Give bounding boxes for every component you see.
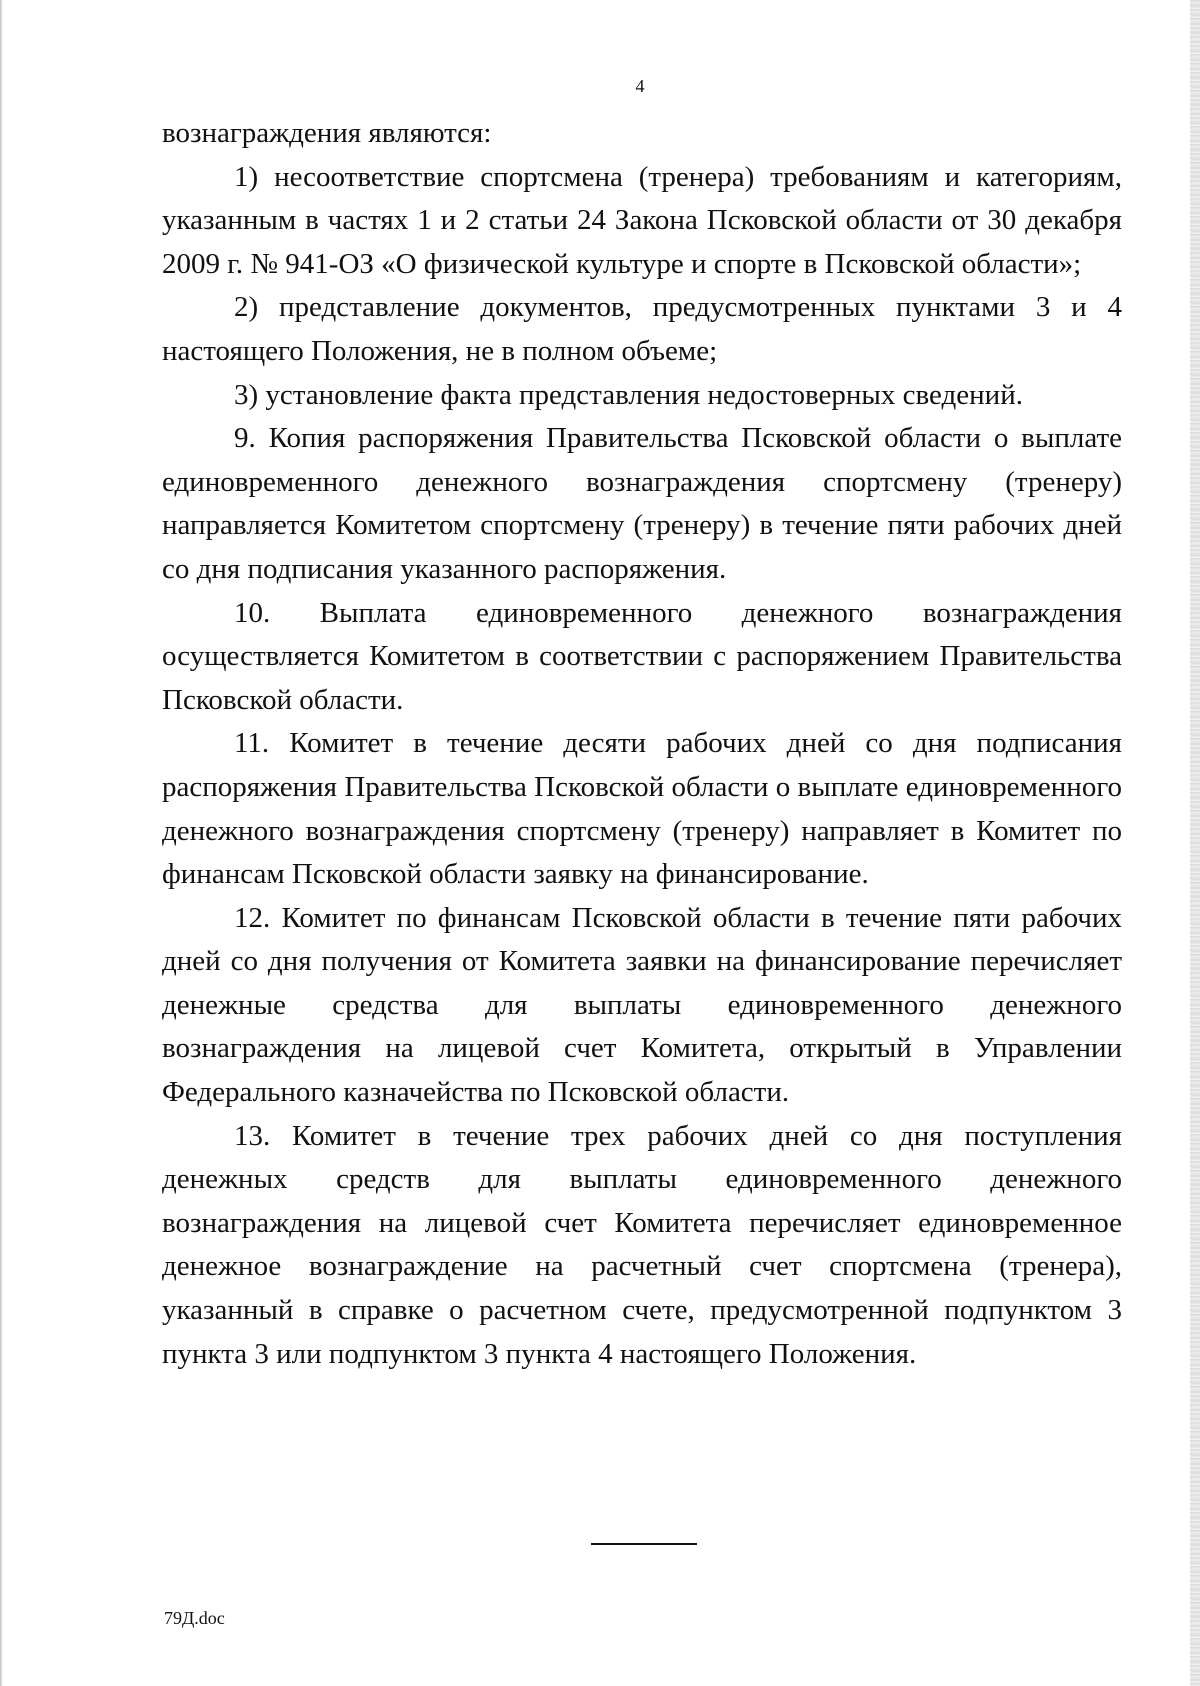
clause-9: 9. Копия распоряжения Правительства Псковской области о выплате единовременного денежного вознаграждения спортсмену (тренеру) направляется Комитетом спортсмену (тренеру) в течение пяти рабочих дней со дня подписания указанного распоряжения. — [162, 422, 1122, 585]
clause-10: 10. Выплата единовременного денежного вознаграждения осуществляется Комитетом в соответствии с распоряжением Правительства Псковской области. — [162, 596, 1122, 716]
clause-12: 12. Комитет по финансам Псковской области в течение пяти рабочих дней со дня получения от Комитета заявки на финансирование перечисляет денежные средства для выплаты единовременного денежного вознаграждения на лицевой счет Комитета, открытый в Управлении Федерального казначейства по Псковской области. — [162, 901, 1122, 1109]
list-item-2: 2) представление документов, предусмотренных пунктами 3 и 4 настоящего Положения, не в полном объеме; — [162, 291, 1122, 367]
page-number: 4 — [635, 76, 645, 96]
clause-11: 11. Комитет в течение десяти рабочих дней со дня подписания распоряжения Правительства Псковской области о выплате единовременного денежного вознаграждения спортсмену (тренеру) направляет в Комитет по финансам Псковской области заявку на финансирование. — [162, 727, 1122, 891]
clause-13: 13. Комитет в течение трех рабочих дней со дня поступления денежных средств для выплаты единовременного денежного вознаграждения на лицевой счет Комитета перечисляет единовременное денежное вознаграждение на расчетный счет спортсмена (тренера), указанный в справке о расчетном счете, предусмотренной подпунктом 3 пункта 3 или подпунктом 3 пункта 4 настоящего Положения. — [162, 1119, 1122, 1370]
file-code: 79Д.doc — [164, 1608, 225, 1628]
scan-right-edge — [1190, 0, 1200, 1686]
scan-left-edge — [0, 0, 3, 1686]
list-item-1: 1) несоответствие спортсмена (тренера) требованиям и категориям, указанным в частях 1 и 2 статьи 24 Закона Псковской области от 30 декабря 2009 г. № 941-ОЗ «О физической культуре и спорте в Псковской области»; — [162, 160, 1122, 280]
paragraph-continuation: вознаграждения являются: — [162, 117, 492, 149]
list-item-3: 3) установление факта представления недостоверных сведений. — [234, 378, 1023, 411]
document-body — [162, 112, 1122, 1376]
end-divider-line — [591, 1543, 697, 1545]
